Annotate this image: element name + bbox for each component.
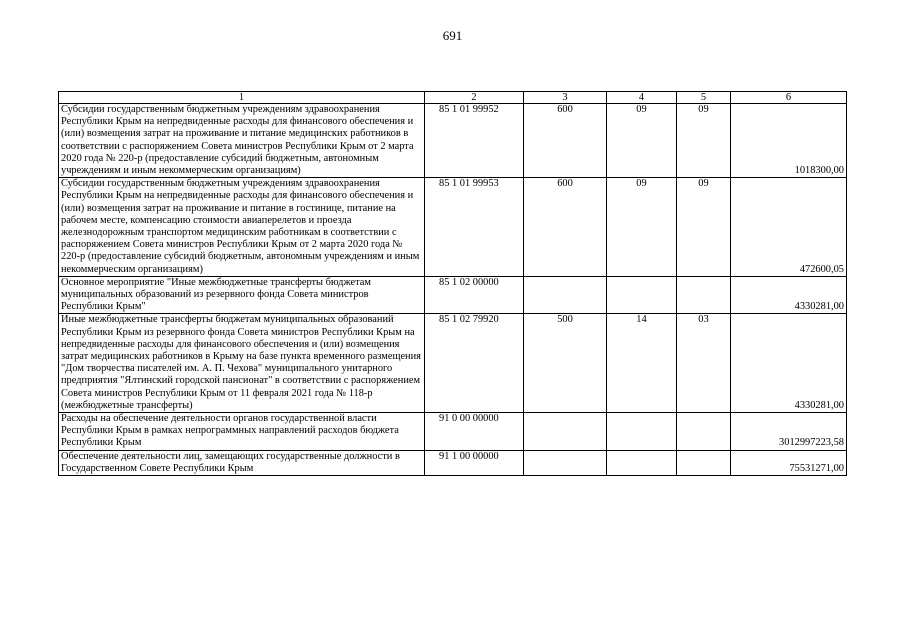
row-code: 91 1 00 00000 bbox=[425, 450, 524, 475]
row-col3 bbox=[524, 450, 607, 475]
column-header-5: 5 bbox=[677, 92, 731, 104]
row-name: Субсидии государственным бюджетным учреждениям здравоохранения Республики Крым на непредвиденные расходы для финансового обеспечения и (или) возмещения затрат на проживание и питание медицинских работников в соответствии с распоряжением Совета министров Республики Крым от 2 марта 2020 года № 220-р (предоставление субсидий бюджетным, автономным учреждениям и иным некоммерческим организациям) bbox=[59, 104, 425, 178]
column-header-2: 2 bbox=[425, 92, 524, 104]
table-row bbox=[59, 314, 847, 413]
row-col4: 09 bbox=[607, 104, 677, 178]
row-col5: 09 bbox=[677, 178, 731, 277]
row-col4: 09 bbox=[607, 178, 677, 277]
row-col4 bbox=[607, 276, 677, 314]
row-col5 bbox=[677, 413, 731, 451]
table-row bbox=[59, 413, 847, 451]
row-code: 91 0 00 00000 bbox=[425, 413, 524, 451]
row-col3: 500 bbox=[524, 314, 607, 413]
table-header-row bbox=[59, 92, 847, 104]
row-name: Обеспечение деятельности лиц, замещающих государственные должности в Государственном Совете Республики Крым bbox=[59, 450, 425, 475]
row-code: 85 1 02 79920 bbox=[425, 314, 524, 413]
budget-table bbox=[58, 91, 847, 476]
row-col4 bbox=[607, 413, 677, 451]
row-name: Иные межбюджетные трансферты бюджетам муниципальных образований Республики Крым из резервного фонда Совета министров Республики Крым на непредвиденные расходы для финансового обеспечения и (или) возмещения затрат медицинских работников в Крыму на базе пункта временного размещения "Дом творчества писателей им. А. П. Чехова" муниципального унитарного предприятия "Ялтинский городской пансионат" в соответствии с распоряжением Совета министров Республики Крым от 11 февраля 2021 года № 118-р (межбюджетные трансферты) bbox=[59, 314, 425, 413]
row-col5: 03 bbox=[677, 314, 731, 413]
row-amount: 4330281,00 bbox=[731, 276, 847, 314]
row-col5 bbox=[677, 450, 731, 475]
row-col4 bbox=[607, 450, 677, 475]
row-amount: 4330281,00 bbox=[731, 314, 847, 413]
row-col3 bbox=[524, 276, 607, 314]
row-col5: 09 bbox=[677, 104, 731, 178]
row-name: Расходы на обеспечение деятельности органов государственной власти Республики Крым в рамках непрограммных направлений расходов бюджета Республики Крым bbox=[59, 413, 425, 451]
row-code: 85 1 01 99953 bbox=[425, 178, 524, 277]
column-header-4: 4 bbox=[607, 92, 677, 104]
row-name: Субсидии государственным бюджетным учреждениям здравоохранения Республики Крым на непредвиденные расходы для финансового обеспечения и (или) возмещения затрат на проживание и питание в гостинице, питание на рабочем месте, компенсацию стоимости авиаперелетов и проезда железнодорожным транспортом медицинским работникам в соответствии с распоряжением Совета министров Республики Крым от 2 марта 2020 года № 220-р (предоставление субсидий бюджетным, автономным учреждениям и иным некоммерческим организациям) bbox=[59, 178, 425, 277]
column-header-3: 3 bbox=[524, 92, 607, 104]
row-col3 bbox=[524, 413, 607, 451]
table-row bbox=[59, 450, 847, 475]
column-header-1: 1 bbox=[59, 92, 425, 104]
row-amount: 1018300,00 bbox=[731, 104, 847, 178]
row-code: 85 1 02 00000 bbox=[425, 276, 524, 314]
row-amount: 3012997223,58 bbox=[731, 413, 847, 451]
table-row bbox=[59, 178, 847, 277]
table-row bbox=[59, 276, 847, 314]
row-col3: 600 bbox=[524, 178, 607, 277]
row-col5 bbox=[677, 276, 731, 314]
row-col4: 14 bbox=[607, 314, 677, 413]
row-col3: 600 bbox=[524, 104, 607, 178]
table-row bbox=[59, 104, 847, 178]
page-number: 691 bbox=[442, 28, 463, 43]
column-header-6: 6 bbox=[731, 92, 847, 104]
row-amount: 75531271,00 bbox=[731, 450, 847, 475]
row-amount: 472600,05 bbox=[731, 178, 847, 277]
row-code: 85 1 01 99952 bbox=[425, 104, 524, 178]
row-name: Основное мероприятие "Иные межбюджетные трансферты бюджетам муниципальных образований из резервного фонда Совета министров Республики Крым" bbox=[59, 276, 425, 314]
